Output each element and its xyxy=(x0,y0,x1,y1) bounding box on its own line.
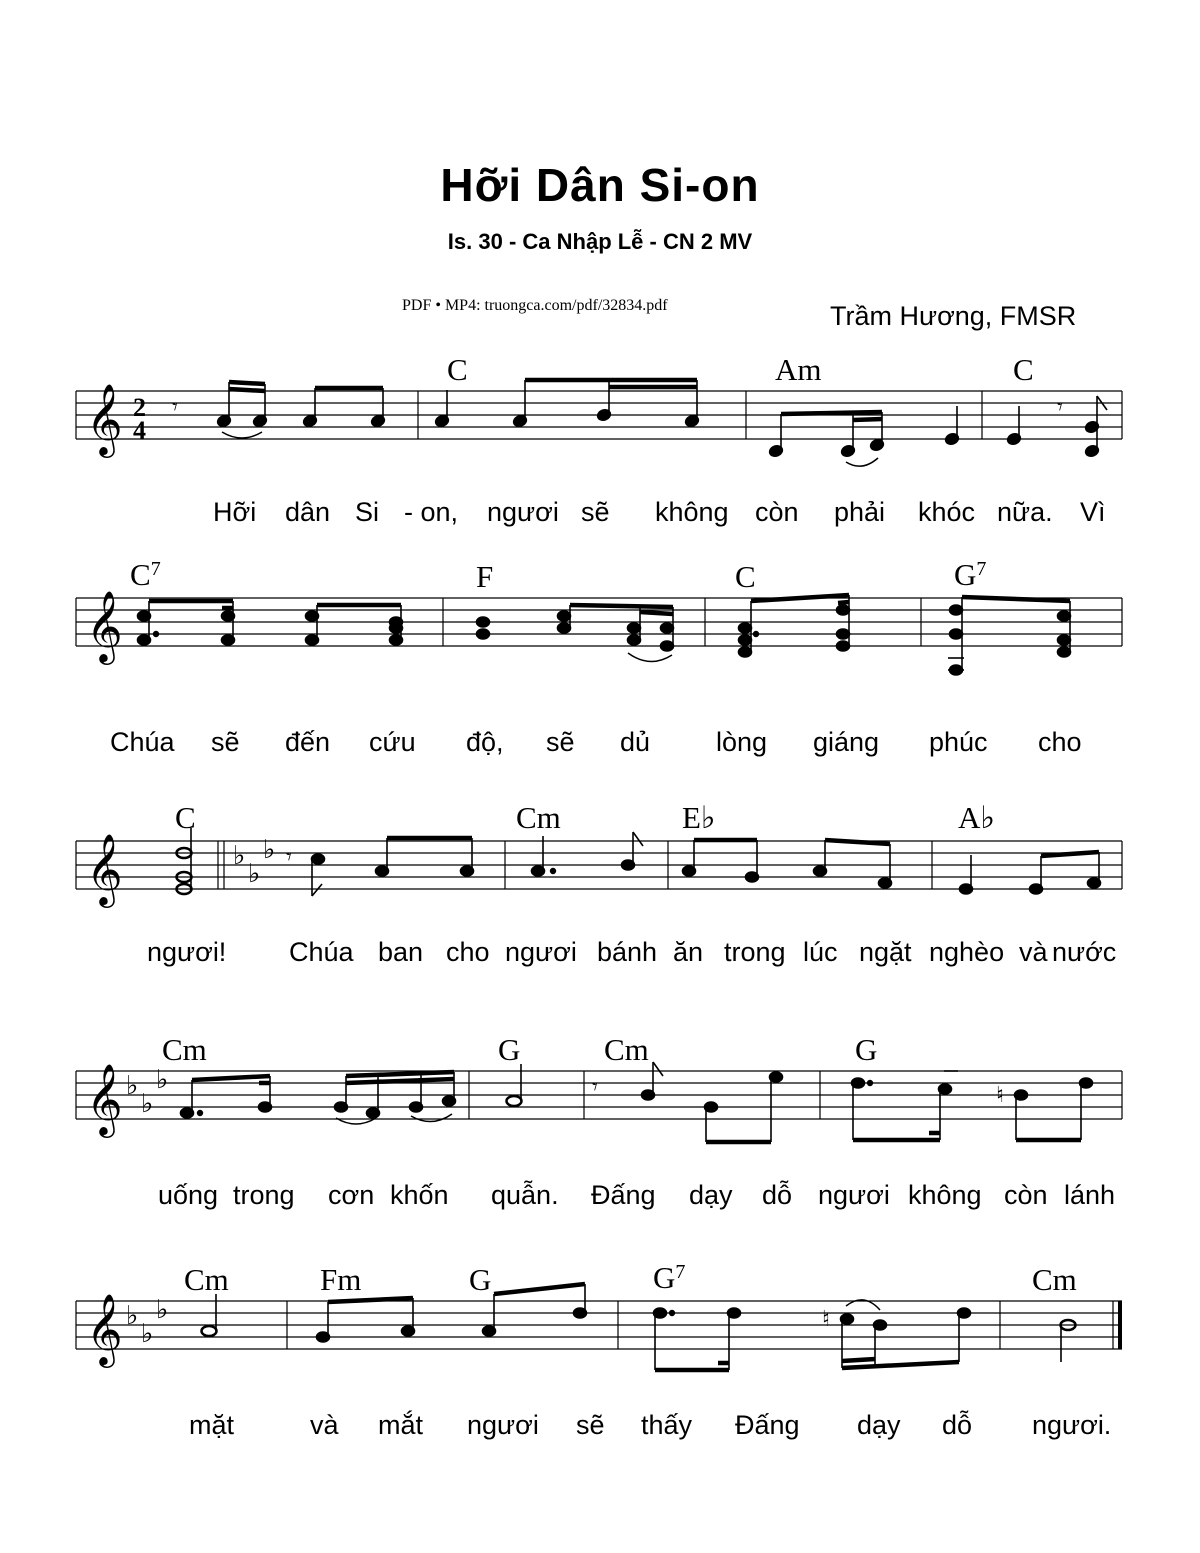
chord-symbol: Cm xyxy=(1032,1262,1077,1297)
lyric-syllable: ngặt xyxy=(859,937,912,967)
music-system-3 xyxy=(0,800,1200,980)
notes-1 xyxy=(216,380,1107,458)
lyric-syllable: lúc xyxy=(803,937,838,967)
lyric-syllable: nước xyxy=(1052,937,1117,967)
chord-symbol: Am xyxy=(775,352,822,387)
lyric-syllable: Chúa xyxy=(110,727,175,757)
eighth-rest-icon: 𝄾 xyxy=(172,395,178,420)
chord-symbol: C xyxy=(1013,352,1034,387)
lyric-syllable: cho xyxy=(1038,727,1082,757)
eighth-rest-icon: 𝄾 xyxy=(1057,395,1063,420)
slur-icon xyxy=(628,653,672,662)
lyric-syllable: phúc xyxy=(929,727,988,757)
lyric-syllable: ngươi xyxy=(818,1180,890,1210)
chord-symbol: Cm xyxy=(604,1032,649,1067)
lyric-syllable: khóc xyxy=(918,497,976,527)
lyric-syllable: sẽ xyxy=(211,727,240,757)
lyric-syllable: nữa. xyxy=(997,497,1053,527)
lyric-syllable: Si xyxy=(355,497,380,527)
eighth-rest-icon: 𝄾 xyxy=(286,845,292,870)
chord-symbol: $G^7$ xyxy=(954,557,987,592)
chord-symbol: G xyxy=(855,1032,878,1067)
lyric-syllable: không xyxy=(908,1180,982,1210)
lyric-syllable: độ, xyxy=(466,727,504,757)
lyric-syllable: giáng xyxy=(813,727,880,757)
music-system-5 xyxy=(0,1260,1200,1440)
lyric-syllable: ngươi. xyxy=(1032,1410,1112,1440)
slur-icon xyxy=(222,432,262,438)
lyric-syllable: mắt xyxy=(378,1410,424,1440)
chord-symbol: Cm xyxy=(184,1262,229,1297)
lyric-syllable: thấy xyxy=(641,1410,693,1440)
notes-2 xyxy=(138,595,1071,675)
lyric-syllable: sẽ xyxy=(576,1410,605,1440)
lyric-syllable: dủ xyxy=(620,727,651,757)
lyric-syllable: và xyxy=(1019,937,1048,967)
music-system-1 xyxy=(0,350,1200,530)
treble-clef-icon: 𝄞 xyxy=(86,589,123,662)
lyric-syllable: phải xyxy=(834,497,886,527)
notes-3 xyxy=(177,828,1101,896)
staff-5 xyxy=(0,1260,1200,1390)
lyric-syllable: khốn xyxy=(390,1180,449,1210)
treble-clef-icon: 𝄞 xyxy=(86,382,123,455)
lyric-syllable: dỗ xyxy=(762,1180,793,1210)
staff-2 xyxy=(0,557,1200,687)
lyric-syllable: trong xyxy=(233,1180,295,1210)
flat-icon: ♭ xyxy=(248,859,261,889)
lyric-syllable: bánh xyxy=(597,937,658,967)
song-subtitle: Is. 30 - Ca Nhập Lễ - CN 2 MV xyxy=(447,229,753,254)
lyric-syllable: ngươi xyxy=(505,937,577,967)
slur-icon xyxy=(846,458,878,466)
chord-symbol: C xyxy=(175,800,196,835)
lyric-syllable: nghèo xyxy=(929,937,1005,967)
flat-icon: ♭ xyxy=(126,1301,139,1331)
flat-icon: ♭ xyxy=(126,1071,139,1101)
lyric-syllable: Chúa xyxy=(289,937,354,967)
music-system-4 xyxy=(0,1030,1200,1210)
chord-symbol: C xyxy=(735,559,756,594)
lyric-syllable: đến xyxy=(285,727,331,757)
lyric-syllable: cứu xyxy=(369,727,416,757)
lyric-syllable: ngươi xyxy=(487,497,559,527)
lyric-syllable: dỗ xyxy=(942,1410,973,1440)
flat-icon: ♭ xyxy=(233,841,246,871)
lyric-syllable: lòng xyxy=(716,727,768,757)
lyric-syllable: quẫn. xyxy=(491,1180,559,1210)
flat-icon: ♭ xyxy=(141,1319,154,1349)
lyric-syllable: còn xyxy=(755,497,799,527)
lyric-syllable: Đấng xyxy=(735,1410,800,1440)
natural-icon: ♮ xyxy=(822,1307,830,1332)
slur-icon xyxy=(411,1114,452,1122)
lyric-syllable: còn xyxy=(1004,1180,1048,1210)
lyric-syllable: uống xyxy=(158,1180,219,1210)
lyric-syllable: dân xyxy=(285,497,331,527)
lyric-syllable: dạy xyxy=(689,1180,733,1210)
lyric-syllable: ngươi xyxy=(467,1410,539,1440)
treble-clef-icon: 𝄞 xyxy=(86,1292,123,1365)
eighth-rest-icon: 𝄾 xyxy=(592,1075,598,1100)
chord-symbol: G xyxy=(498,1032,521,1067)
chord-symbol: $G^7$ xyxy=(653,1260,686,1295)
lyric-syllable: lánh xyxy=(1064,1180,1116,1210)
chord-symbol: Fm xyxy=(320,1262,362,1297)
treble-clef-icon: 𝄞 xyxy=(86,1062,123,1135)
lyric-syllable: cho xyxy=(446,937,490,967)
lyric-syllable: trong xyxy=(724,937,786,967)
song-title: Hỡi Dân Si-on xyxy=(440,159,760,211)
lyric-syllable: mặt xyxy=(189,1410,235,1440)
notes-4 xyxy=(181,1062,1093,1142)
lyric-syllable: không xyxy=(655,497,729,527)
lyric-syllable: ban xyxy=(378,937,424,967)
treble-clef-icon: 𝄞 xyxy=(86,832,123,905)
lyric-syllable: và xyxy=(310,1410,339,1440)
lyric-syllable: Vì xyxy=(1080,497,1106,527)
natural-icon: ♮ xyxy=(996,1083,1004,1108)
flat-icon: ♭ xyxy=(141,1089,154,1119)
chord-symbol: G xyxy=(469,1262,492,1297)
lyric-syllable: cơn xyxy=(328,1180,375,1210)
flat-icon: ♭ xyxy=(156,1295,169,1325)
flat-icon: ♭ xyxy=(156,1065,169,1095)
lyric-syllable: ngươi! xyxy=(147,937,227,967)
source-link[interactable]: PDF • MP4: truongca.com/pdf/32834.pdf xyxy=(402,297,668,314)
lyric-syllable: - on, xyxy=(404,497,459,527)
chord-symbol: F xyxy=(476,559,494,594)
lyric-syllable: ăn xyxy=(673,937,704,967)
lyric-syllable: sẽ xyxy=(546,727,575,757)
lyric-syllable: dạy xyxy=(857,1410,901,1440)
chord-symbol: $C^7$ xyxy=(130,557,161,592)
music-system-2 xyxy=(0,557,1200,757)
chord-symbol: Cm xyxy=(516,800,561,835)
lyric-syllable: Đấng xyxy=(591,1180,656,1210)
time-signature-bottom: 4 xyxy=(133,416,146,445)
chord-symbol: A♭ xyxy=(958,800,996,835)
chord-symbol: C xyxy=(447,352,468,387)
flat-icon: ♭ xyxy=(263,835,276,865)
time-signature-top: 2 xyxy=(133,393,146,422)
composer-name: Trầm Hương, FMSR xyxy=(830,301,1077,331)
chord-symbol: Cm xyxy=(162,1032,207,1067)
lyric-syllable: Hỡi xyxy=(213,497,257,527)
lyric-syllable: sẽ xyxy=(581,497,610,527)
chord-symbol: E♭ xyxy=(682,800,716,835)
